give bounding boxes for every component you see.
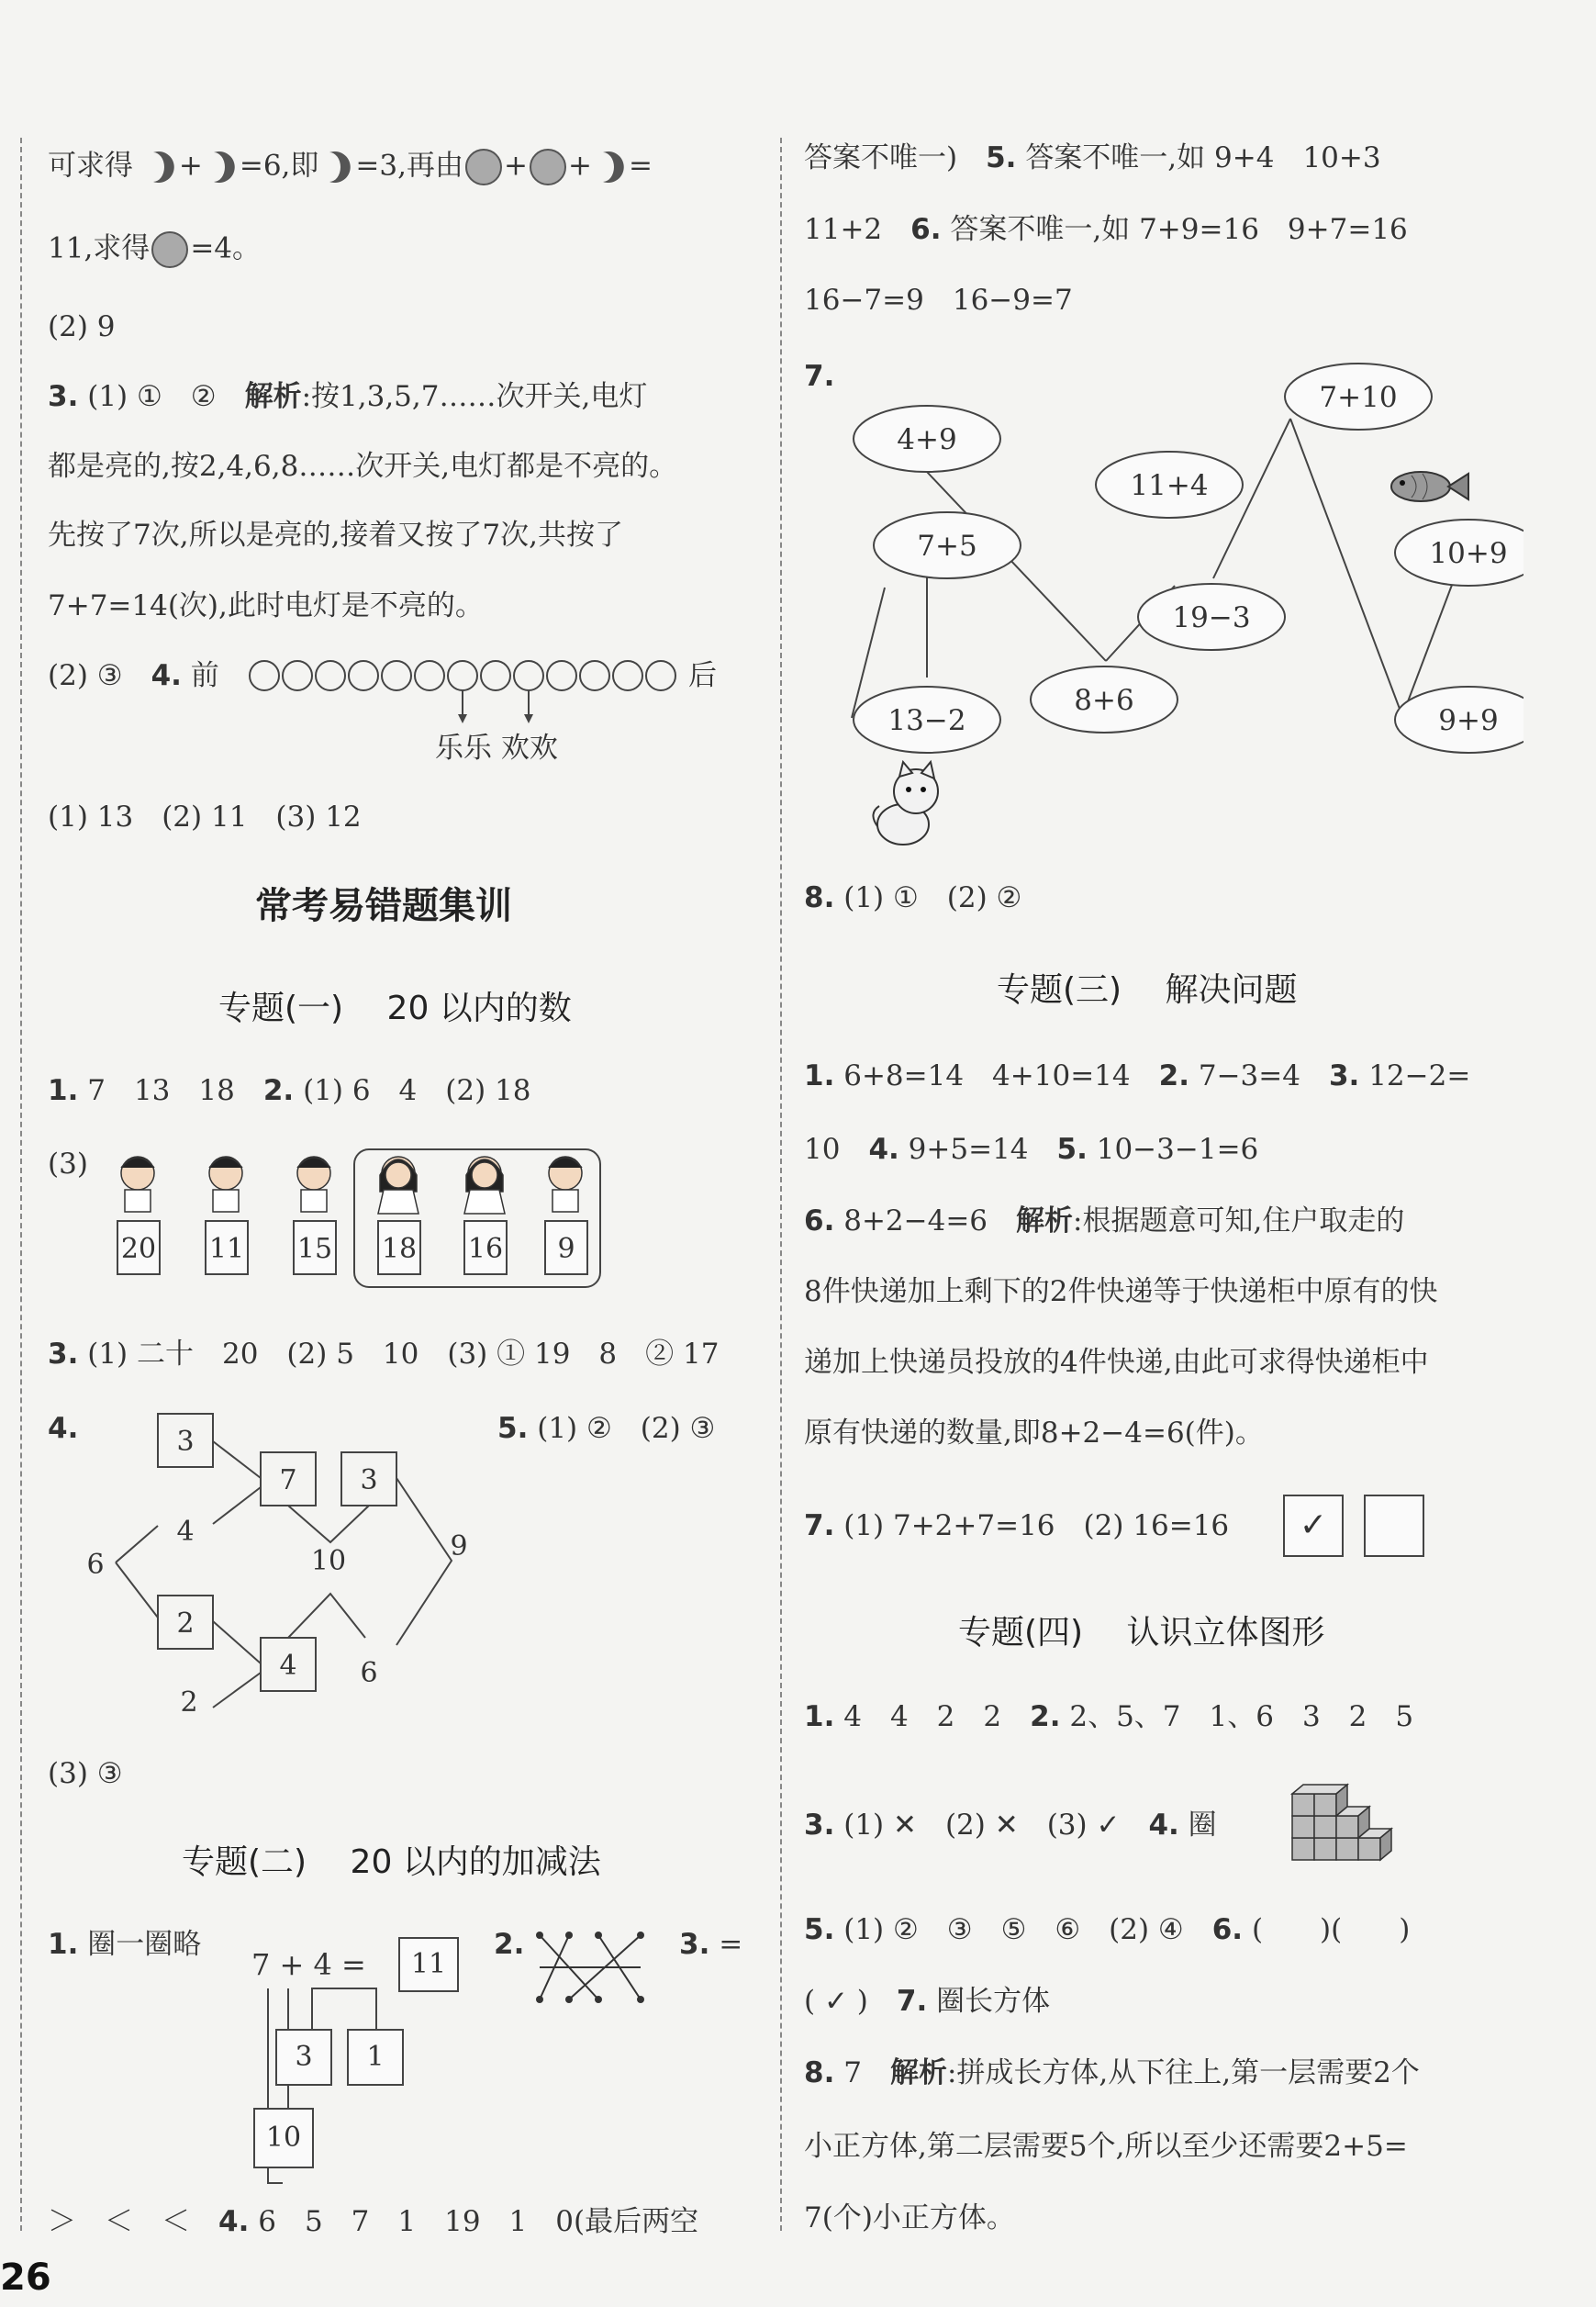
text: 答案不唯一,如 9+4 10+3 — [1025, 141, 1381, 174]
question-number: 6. — [910, 213, 942, 246]
question-number: 7. — [804, 360, 835, 393]
text: 11+2 — [804, 213, 911, 246]
answer-line: 7(个)小正方体。 — [804, 2201, 1015, 2234]
topic-title: 专题(三) 解决问题 — [997, 971, 1298, 1009]
kid-number: 9 — [557, 1233, 575, 1265]
question-number: 2. — [1158, 1059, 1189, 1092]
question-number: 7. — [804, 1509, 835, 1542]
topic-title: 专题(一) 20 以内的数 — [218, 990, 572, 1027]
circle-icon — [463, 147, 504, 187]
answer-line — [804, 211, 1408, 248]
question-number: 6. — [804, 1204, 835, 1237]
text: 圈 — [1188, 1809, 1217, 1842]
question-number: 5. — [986, 141, 1017, 174]
question-number: 1. — [804, 1059, 835, 1092]
topic-title: 专题(四) 认识立体图形 — [958, 1614, 1325, 1652]
oval-label: 13−2 — [887, 704, 966, 737]
answer-line: 先按了7次,所以是亮的,接着又按了7次,共按了 — [48, 519, 624, 552]
tree-box: 2 — [176, 1607, 195, 1640]
text: 答案不唯一) — [804, 141, 987, 174]
question-number: 4. — [1148, 1809, 1179, 1842]
question-number: 3. — [679, 1928, 710, 1961]
text: + — [503, 149, 528, 183]
text: ( )( ) — [1251, 1913, 1411, 1946]
oval-label: 9+9 — [1438, 704, 1499, 737]
answer-line: (1) 13 (2) 11 (3) 12 — [48, 801, 362, 834]
checked-box: ✓ — [1283, 1495, 1344, 1557]
text: (1) ✕ (2) ✕ (3) ✓ — [843, 1809, 1149, 1842]
text: =6,即 — [239, 149, 319, 183]
circle-icon — [528, 147, 568, 187]
answer-line — [48, 1926, 201, 1963]
answer-line — [48, 1072, 531, 1109]
names-label: 乐乐 欢欢 — [435, 732, 558, 765]
answer-line — [679, 1926, 742, 1963]
answer-line — [804, 879, 1021, 916]
left-column — [0, 0, 780, 2307]
text: 4 4 2 2 — [843, 1700, 1031, 1733]
question-number: 4. — [48, 1412, 79, 1445]
kid-number: 15 — [296, 1233, 333, 1265]
answer-line: (2) 9 — [48, 310, 116, 343]
text: + — [567, 149, 592, 183]
text: (1) ① ② — [87, 380, 245, 413]
circle-row — [246, 654, 686, 727]
text: ( ✓ ) — [804, 1985, 897, 2018]
moon-icon — [142, 149, 179, 185]
text: 可求得 — [48, 149, 133, 183]
answer-line: 7+7=14(次),此时电灯是不亮的。 — [48, 589, 484, 622]
equation-result-box: 11 — [398, 1937, 459, 1992]
back-label: 后 — [688, 659, 717, 692]
column-divider — [780, 138, 782, 2231]
question-number: 4. — [868, 1133, 899, 1166]
split-lines — [248, 1981, 450, 2201]
question-number: 4. — [218, 2205, 250, 2238]
answer-line — [804, 1983, 1050, 2020]
answer-line — [48, 378, 647, 415]
answer-line: (3) — [48, 1148, 88, 1181]
oval-label: 8+6 — [1074, 684, 1134, 717]
question-number: 3. — [48, 380, 79, 413]
moon-icon — [203, 149, 240, 185]
tree-number: 2 — [180, 1686, 198, 1719]
question-number: 5. — [497, 1412, 529, 1445]
text: :根据题意可知,住户取走的 — [1073, 1204, 1405, 1237]
question-number: 3. — [1328, 1059, 1360, 1092]
split-box: 3 — [275, 2029, 332, 2086]
text: (1) 7+2+7=16 (2) 16=16 — [843, 1509, 1230, 1542]
text: 10 — [804, 1133, 869, 1166]
answer-line — [804, 1131, 1258, 1168]
moon-icon — [318, 149, 355, 185]
text: 6+8=14 4+10=14 — [843, 1059, 1159, 1092]
text: (2) ③ — [48, 659, 151, 692]
answer-line — [804, 1698, 1413, 1735]
answer-line: 都是亮的,按2,4,6,8……次开关,电灯都是不亮的。 — [48, 450, 678, 483]
text: (1) 6 4 (2) 18 — [303, 1074, 531, 1107]
tree-box: 7 — [279, 1464, 297, 1496]
sum-box: 10 — [253, 2108, 314, 2168]
answer-line: 原有快递的数量,即8+2−4=6(件)。 — [804, 1417, 1264, 1450]
oval-label: 7+10 — [1319, 381, 1398, 414]
text: :拼成长方体,从下往上,第一层需要2个 — [946, 2056, 1420, 2089]
kid-number: 18 — [381, 1233, 418, 1265]
tree-number: 9 — [450, 1530, 468, 1562]
cat-icon — [873, 762, 938, 845]
kid-number: 20 — [120, 1233, 157, 1265]
fish-icon — [1391, 472, 1468, 501]
question-number: 1. — [48, 1928, 79, 1961]
answer-line — [804, 1807, 1217, 1843]
question-number: 3. — [804, 1809, 835, 1842]
analysis-label: 解析 — [889, 2056, 947, 2089]
answer-line: 8件快递加上剩下的2件快递等于快递柜中原有的快 — [804, 1275, 1438, 1308]
text: (1) ① (2) ② — [843, 881, 1022, 914]
answer-line — [804, 1507, 1229, 1544]
text: 7−3=4 — [1198, 1059, 1329, 1092]
oval-label: 10+9 — [1429, 537, 1508, 570]
circle-icon — [150, 230, 190, 270]
analysis-label: 解析 — [1016, 1204, 1074, 1237]
page-number: 26 — [0, 2257, 51, 2299]
text: (1) 二十 20 (2) 5 10 (3) ① 19 8 ② 17 — [87, 1338, 720, 1371]
question-number: 6. — [1211, 1913, 1244, 1946]
text: (1) ② ③ ⑤ ⑥ (2) ④ — [843, 1913, 1212, 1946]
answer-line — [804, 2055, 1420, 2091]
question-number: 5. — [1056, 1133, 1088, 1166]
question-number: 2. — [494, 1928, 525, 1961]
text: ＞ ＜ ＜ — [48, 2205, 218, 2238]
text: 圈长方体 — [936, 1985, 1051, 2018]
equation: 7 + 4 = — [251, 1947, 366, 1982]
text: 圈一圈略 — [87, 1928, 202, 1961]
right-column — [780, 0, 1596, 2307]
answer-line: 递加上快递员投放的4件快递,由此可求得快递柜中 — [804, 1346, 1429, 1379]
text: 7 — [843, 2056, 890, 2089]
question-number: 8. — [804, 2056, 835, 2089]
text: 2、5、7 1、6 3 2 5 — [1069, 1700, 1414, 1733]
oval-label: 4+9 — [897, 423, 957, 456]
text: 答案不唯一,如 7+9=16 9+7=16 — [950, 213, 1408, 246]
question-number: 7. — [896, 1985, 928, 2018]
answer-line: 小正方体,第二层需要5个,所以至少还需要2+5= — [804, 2130, 1408, 2163]
kids-figure — [101, 1148, 615, 1294]
answer-line: 16−7=9 16−9=7 — [804, 284, 1073, 317]
text: 10−3−1=6 — [1096, 1133, 1259, 1166]
text: 7 13 18 — [87, 1074, 263, 1107]
answer-line — [48, 230, 261, 270]
text: =4。 — [190, 231, 262, 265]
answer-line — [497, 1410, 715, 1447]
kid-number: 11 — [208, 1233, 245, 1265]
split-box: 1 — [347, 2029, 404, 2086]
question-number: 1. — [48, 1074, 79, 1107]
answer-line — [494, 1926, 524, 1963]
question-number: 2. — [1030, 1700, 1061, 1733]
tree-number: 10 — [310, 1545, 347, 1577]
answer-line — [48, 657, 219, 694]
question-number: 3. — [48, 1338, 79, 1371]
text: + — [178, 149, 203, 183]
tree-number: 4 — [176, 1516, 195, 1548]
kid-number: 16 — [467, 1233, 504, 1265]
text: (1) ② (2) ③ — [537, 1412, 716, 1445]
tree-number: 6 — [360, 1657, 378, 1689]
matching-lines — [530, 1926, 650, 2009]
front-label: 前 — [190, 659, 219, 692]
answer-line: (3) ③ — [48, 1757, 123, 1790]
answer-line-moons — [48, 147, 653, 187]
text: 6 5 7 1 19 1 0(最后两空 — [258, 2205, 699, 2238]
text: 9+5=14 — [908, 1133, 1057, 1166]
oval-label: 11+4 — [1130, 469, 1209, 502]
tree-box: 4 — [279, 1650, 297, 1682]
oval-label: 7+5 — [917, 530, 977, 563]
left-margin-line — [20, 138, 22, 2231]
text: = — [719, 1928, 743, 1961]
kid-boy — [121, 1157, 582, 1214]
moon-icon — [592, 149, 629, 185]
answer-line — [804, 1058, 1470, 1094]
oval-label: 19−3 — [1172, 601, 1251, 634]
answer-line — [804, 1911, 1410, 1948]
tree-box: 3 — [360, 1464, 378, 1496]
analysis-label: 解析 — [244, 380, 302, 413]
text: 11,求得 — [48, 231, 151, 265]
text: 8+2−4=6 — [843, 1204, 1017, 1237]
question-number: 8. — [804, 881, 835, 914]
oval-path-figure — [826, 358, 1523, 854]
text: =3,再由 — [355, 149, 463, 183]
cube-stack-icon — [1285, 1781, 1404, 1873]
answer-line — [804, 140, 1381, 176]
text: 12−2= — [1368, 1059, 1471, 1092]
question-number: 2. — [262, 1074, 295, 1107]
tree-box: 3 — [176, 1426, 195, 1458]
empty-box — [1364, 1495, 1424, 1557]
question-number: 4. — [151, 659, 182, 692]
tree-number: 6 — [86, 1549, 105, 1581]
section-title: 常考易错题集训 — [255, 885, 512, 927]
answer-line — [804, 1203, 1404, 1239]
text: :按1,3,5,7……次开关,电灯 — [301, 380, 648, 413]
answer-line — [48, 2203, 698, 2240]
text: = — [628, 149, 653, 183]
number-tree — [73, 1405, 496, 1735]
question-number: 1. — [804, 1700, 835, 1733]
topic-title: 专题(二) 20 以内的加减法 — [182, 1843, 601, 1881]
answer-line — [48, 1336, 719, 1372]
question-number: 5. — [804, 1913, 835, 1946]
